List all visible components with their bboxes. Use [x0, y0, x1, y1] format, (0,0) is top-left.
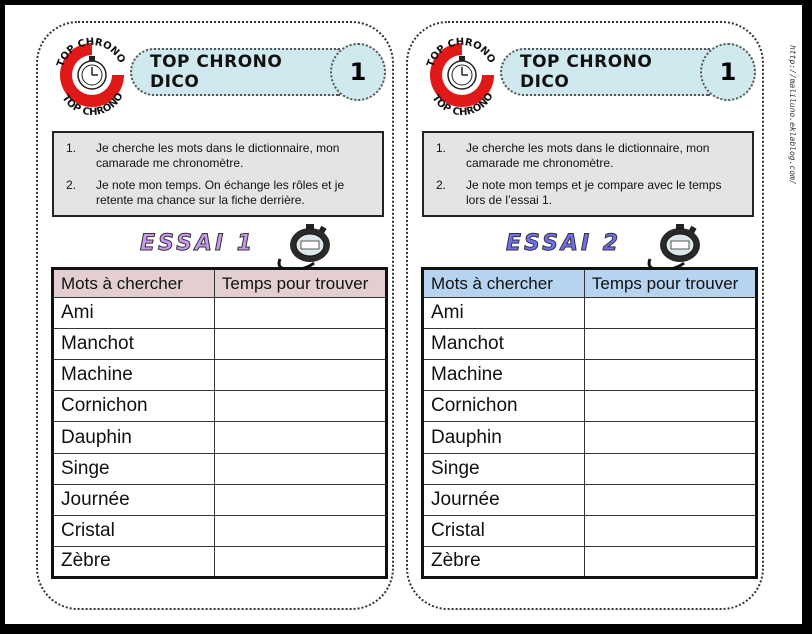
table-row	[53, 515, 387, 546]
time-cell[interactable]	[584, 546, 756, 577]
time-cell[interactable]	[214, 391, 386, 422]
table-row	[53, 453, 387, 484]
card-essai-2	[406, 21, 764, 610]
card-number-badge: 1	[330, 43, 386, 101]
instruction-text: Je note mon temps. On échange les rôles et je retente ma chance sur la fiche derrière.	[96, 178, 345, 207]
column-header-time: Temps pour trouver	[214, 269, 386, 298]
essai-heading: ESSAI 2	[506, 231, 622, 256]
time-cell[interactable]	[584, 298, 756, 329]
table-row	[423, 298, 757, 329]
table-row	[53, 298, 387, 329]
column-header-words: Mots à chercher	[423, 269, 585, 298]
instruction-number: 2.	[66, 178, 77, 192]
instruction-item	[436, 178, 742, 208]
time-cell[interactable]	[584, 484, 756, 515]
word-cell: Singe	[423, 453, 585, 484]
time-cell[interactable]	[584, 329, 756, 360]
card-number-badge: 1	[700, 43, 756, 101]
word-cell: Journée	[53, 484, 215, 515]
table-row	[423, 453, 757, 484]
word-cell: Cristal	[423, 515, 585, 546]
time-cell[interactable]	[214, 298, 386, 329]
stopwatch-icon	[274, 219, 336, 273]
table-row	[423, 329, 757, 360]
table-row	[423, 484, 757, 515]
word-cell: Machine	[423, 360, 585, 391]
word-cell: Machine	[53, 360, 215, 391]
instruction-item	[436, 141, 742, 171]
table-row	[423, 515, 757, 546]
words-table	[51, 267, 388, 579]
essai-heading: ESSAI 1	[140, 231, 256, 256]
time-cell[interactable]	[214, 422, 386, 453]
logo-text-bottom: TOP CHRONO	[429, 91, 496, 119]
table-header-row	[53, 269, 387, 298]
table-row	[53, 546, 387, 577]
instruction-text: Je note mon temps et je compare avec le temps lors de l’essai 1.	[466, 178, 722, 207]
word-cell: Cristal	[53, 515, 215, 546]
instruction-text: Je cherche les mots dans le dictionnaire, mon camarade me chronomètre.	[466, 141, 710, 170]
side-url-text: http://maliluno.eklablog.com/	[788, 45, 797, 185]
word-cell: Dauphin	[423, 422, 585, 453]
table-header-row	[423, 269, 757, 298]
word-cell: Journée	[423, 484, 585, 515]
card-essai-1	[36, 21, 394, 610]
logo-text-bottom: TOP CHRONO	[59, 91, 126, 119]
word-cell: Dauphin	[53, 422, 215, 453]
word-cell: Cornichon	[53, 391, 215, 422]
column-header-words: Mots à chercher	[53, 269, 215, 298]
instructions-box	[52, 131, 384, 217]
instruction-number: 1.	[66, 141, 77, 155]
table-row	[423, 546, 757, 577]
table-row	[53, 329, 387, 360]
instruction-number: 2.	[436, 178, 447, 192]
paper-sheet	[5, 5, 802, 624]
instruction-text: Je cherche les mots dans le dictionnaire, mon camarade me chronomètre.	[96, 141, 340, 170]
stopwatch-icon	[644, 219, 706, 273]
card-title: TOP CHRONO DICO	[500, 48, 710, 96]
time-cell[interactable]	[214, 515, 386, 546]
table-row	[423, 422, 757, 453]
chrono-logo-icon	[418, 31, 506, 119]
word-cell: Zèbre	[423, 546, 585, 577]
time-cell[interactable]	[584, 515, 756, 546]
time-cell[interactable]	[214, 546, 386, 577]
time-cell[interactable]	[214, 329, 386, 360]
instruction-number: 1.	[436, 141, 447, 155]
word-cell: Manchot	[423, 329, 585, 360]
words-table	[421, 267, 758, 579]
time-cell[interactable]	[214, 484, 386, 515]
time-cell[interactable]	[584, 360, 756, 391]
time-cell[interactable]	[584, 391, 756, 422]
card-title: TOP CHRONO DICO	[130, 48, 340, 96]
table-row	[53, 360, 387, 391]
table-row	[53, 422, 387, 453]
word-cell: Singe	[53, 453, 215, 484]
chrono-logo-icon	[48, 31, 136, 119]
time-cell[interactable]	[214, 360, 386, 391]
table-row	[53, 484, 387, 515]
instruction-item	[66, 141, 372, 171]
logo-text-top: TOP CHRONO	[425, 36, 497, 69]
column-header-time: Temps pour trouver	[584, 269, 756, 298]
instruction-item	[66, 178, 372, 208]
word-cell: Cornichon	[423, 391, 585, 422]
time-cell[interactable]	[584, 453, 756, 484]
time-cell[interactable]	[584, 422, 756, 453]
word-cell: Manchot	[53, 329, 215, 360]
table-row	[423, 391, 757, 422]
instructions-box	[422, 131, 754, 217]
table-row	[423, 360, 757, 391]
time-cell[interactable]	[214, 453, 386, 484]
table-row	[53, 391, 387, 422]
word-cell: Zèbre	[53, 546, 215, 577]
word-cell: Ami	[53, 298, 215, 329]
word-cell: Ami	[423, 298, 585, 329]
logo-text-top: TOP CHRONO	[55, 36, 127, 69]
